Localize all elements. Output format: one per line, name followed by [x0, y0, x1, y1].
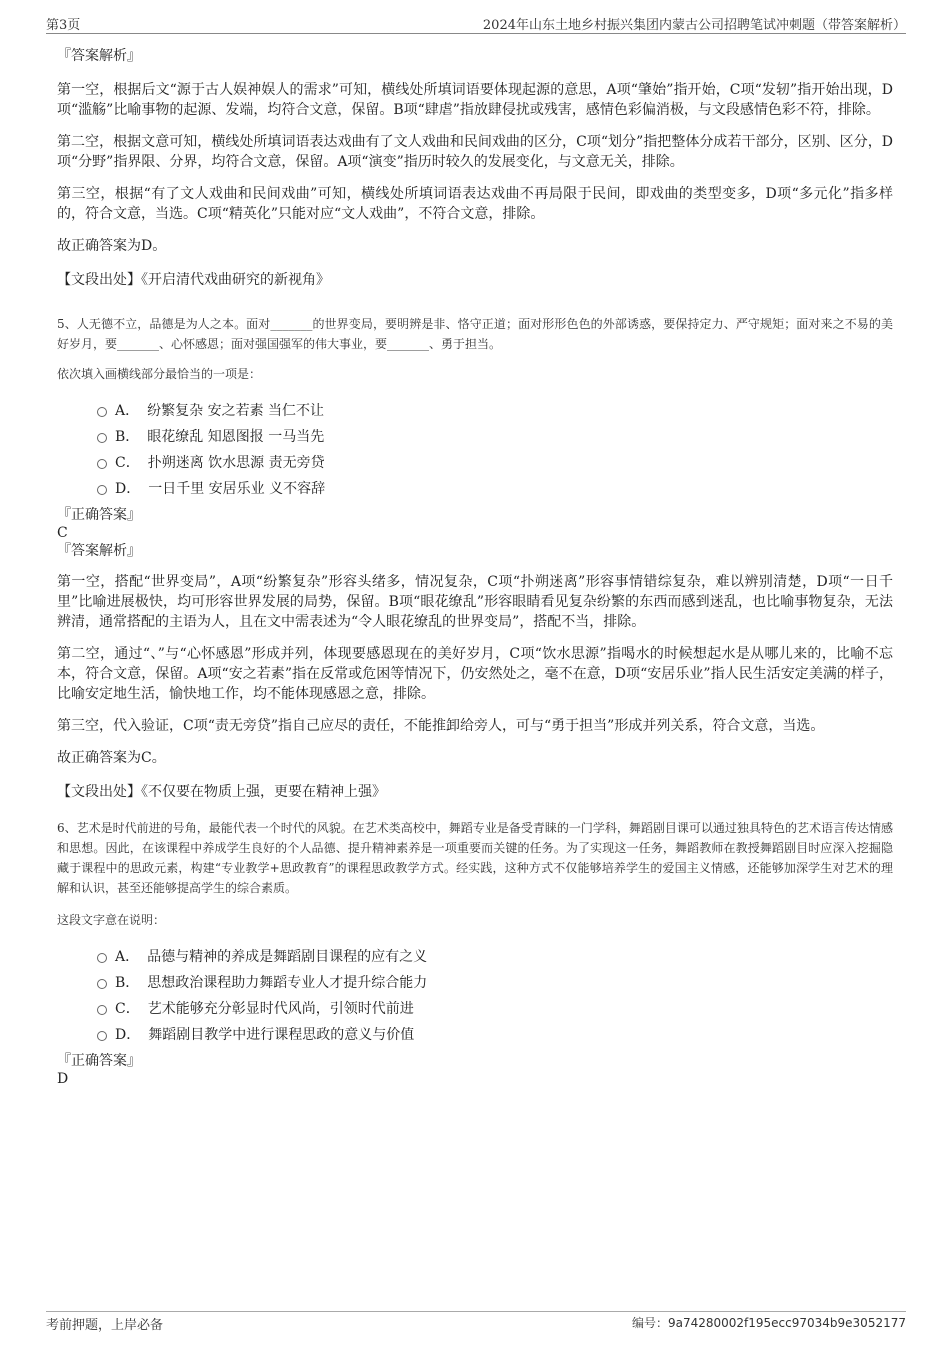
q6-options — [97, 944, 893, 1048]
q4-analysis-p3: 第三空，根据“有了文人戏曲和民间戏曲”可知，横线处所填词语表达戏曲不再局限于民间，即戏曲的类型变多，D项“多元化”指多样的，符合文意，当选。C项“精英化”只能对应“文人戏曲”，不符合文意，排除。 — [57, 186, 893, 222]
q4-conclusion: 故正确答案为D。 — [57, 238, 167, 254]
radio-icon[interactable] — [97, 433, 107, 443]
q5-analysis-p2: 第二空，通过“、”与“心怀感恩”形成并列，体现要感恩现在的美好岁月，C项“饮水思源”指喝水的时候想起水是从哪儿来的，比喻不忘本，符合文意，保留。A项“安之若素”指在反常或危困等情况下，仍安然处之，毫不在意，D项“安居乐业”指人民生活安定美满的样子，比喻安定地生活，愉快地工作，均不能体现感恩之意，排除。 — [57, 646, 893, 702]
radio-icon[interactable] — [97, 459, 107, 469]
q5-analysis-p1: 第一空，搭配“世界变局”，A项“纷繁复杂”形容头绪多，情况复杂，C项“扑朔迷离”形容事情错综复杂，难以辨别清楚，D项“一日千里”比喻进展极快，均可形容世界发展的局势，保留。B项“眼花缭乱”形容眼睛看见复杂纷繁的东西而感到迷乱，也比喻事物复杂，无法辨清，通常搭配的主语为人，且在文中需表述为“令人眼花缭乱的世界变局”，搭配不当，排除。 — [57, 574, 893, 630]
q6-stem: 6、艺术是时代前进的号角，最能代表一个时代的风貌。在艺术类高校中，舞蹈专业是备受青睐的一门学科，舞蹈剧目课可以通过独具特色的艺术语言传达情感和思想。因此，在该课程中养成学生良好的个人品德、提升精神素养是一项重要而关键的任务。为了实现这一任务，舞蹈教师在教授舞蹈剧目时应深入挖掘隐藏于课程中的思政元素，构建“专业教学+思政教育”的课程思政教学方式。经实践，这种方式不仅能够培养学生的爱国主义情感，还能够加深学生对艺术的理解和认识，甚至还能够提高学生的综合素质。 — [57, 821, 893, 895]
q5-prompt: 依次填入画横线部分最恰当的一项是： — [57, 367, 262, 381]
page-number: 第3页 — [46, 18, 81, 33]
radio-icon[interactable] — [97, 979, 107, 989]
q6-option-b[interactable]: B． 思想政治课程助力舞蹈专业人才提升综合能力 — [97, 970, 893, 996]
q5-options — [97, 398, 893, 502]
q5-stem: 5、人无德不立，品德是为人之本。面对_______的世界变局，要明辨是非、恪守正道；面对形形色色的外部诱惑，要保持定力、严守规矩；面对来之不易的美好岁月，要_______、心怀感恩；面对强国强军的伟大事业，要_______、勇于担当。 — [57, 317, 893, 351]
q5-option-c[interactable]: C． 扑朔迷离 饮水思源 责无旁贷 — [97, 450, 893, 476]
radio-icon[interactable] — [97, 1005, 107, 1015]
q5-analysis-label: 『答案解析』 — [57, 543, 141, 559]
q6-answer-label: 『正确答案』 — [57, 1053, 141, 1069]
q4-analysis-p2: 第二空，根据文意可知，横线处所填词语表达戏曲有了文人戏曲和民间戏曲的区分，C项“划分”指把整体分成若干部分，区别、区分，D项“分野”指界限、分界，均符合文意，保留。A项“演变”指历时较久的发展变化，与文意无关，排除。 — [57, 134, 893, 170]
radio-icon[interactable] — [97, 953, 107, 963]
page-header — [46, 14, 906, 34]
q4-analysis-p1: 第一空，根据后文“源于古人娱神娱人的需求”可知，横线处所填词语要体现起源的意思，A项“肇始”指开始，C项“发轫”指开始出现，D项“滥觞”比喻事物的起源、发端，均符合文意，保留。B项“肆虐”指放肆侵扰或残害，感情色彩偏消极，与文段感情色彩不符，排除。 — [57, 82, 893, 118]
q5-answer: C — [57, 525, 68, 541]
radio-icon[interactable] — [97, 407, 107, 417]
q5-option-b[interactable]: B． 眼花缭乱 知恩图报 一马当先 — [97, 424, 893, 450]
radio-icon[interactable] — [97, 1031, 107, 1041]
q5-conclusion: 故正确答案为C。 — [57, 750, 166, 766]
q5-source: 【文段出处】《不仅要在物质上强，更要在精神上强》 — [57, 784, 386, 800]
q4-analysis-label: 『答案解析』 — [57, 48, 141, 64]
content — [57, 46, 893, 1088]
q4-source: 【文段出处】《开启清代戏曲研究的新视角》 — [57, 272, 330, 288]
page-footer — [46, 1314, 906, 1334]
q6-answer: D — [57, 1071, 69, 1087]
footer-divider — [46, 1311, 906, 1312]
q5-option-a[interactable]: A． 纷繁复杂 安之若素 当仁不让 — [97, 398, 893, 424]
q6-option-a[interactable]: A． 品德与精神的养成是舞蹈剧目课程的应有之义 — [97, 944, 893, 970]
q5-answer-label: 『正确答案』 — [57, 507, 141, 523]
q6-prompt: 这段文字意在说明： — [57, 913, 166, 927]
document-title: 2024年山东土地乡村振兴集团内蒙古公司招聘笔试冲刺题（带答案解析） — [482, 18, 906, 33]
q5-option-d[interactable]: D． 一日千里 安居乐业 义不容辞 — [97, 476, 893, 502]
header-divider — [46, 33, 906, 34]
document-id: 编号：9a74280002f195ecc97034b9e3052177 — [631, 1316, 906, 1330]
q6-option-c[interactable]: C． 艺术能够充分彰显时代风尚，引领时代前进 — [97, 996, 893, 1022]
radio-icon[interactable] — [97, 485, 107, 495]
q6-option-d[interactable]: D． 舞蹈剧目教学中进行课程思政的意义与价值 — [97, 1022, 893, 1048]
q5-analysis-p3: 第三空，代入验证，C项“责无旁贷”指自己应尽的责任，不能推卸给旁人，可与“勇于担当”形成并列关系，符合文意，当选。 — [57, 718, 825, 734]
footer-slogan: 考前押题，上岸必备 — [46, 1318, 164, 1333]
